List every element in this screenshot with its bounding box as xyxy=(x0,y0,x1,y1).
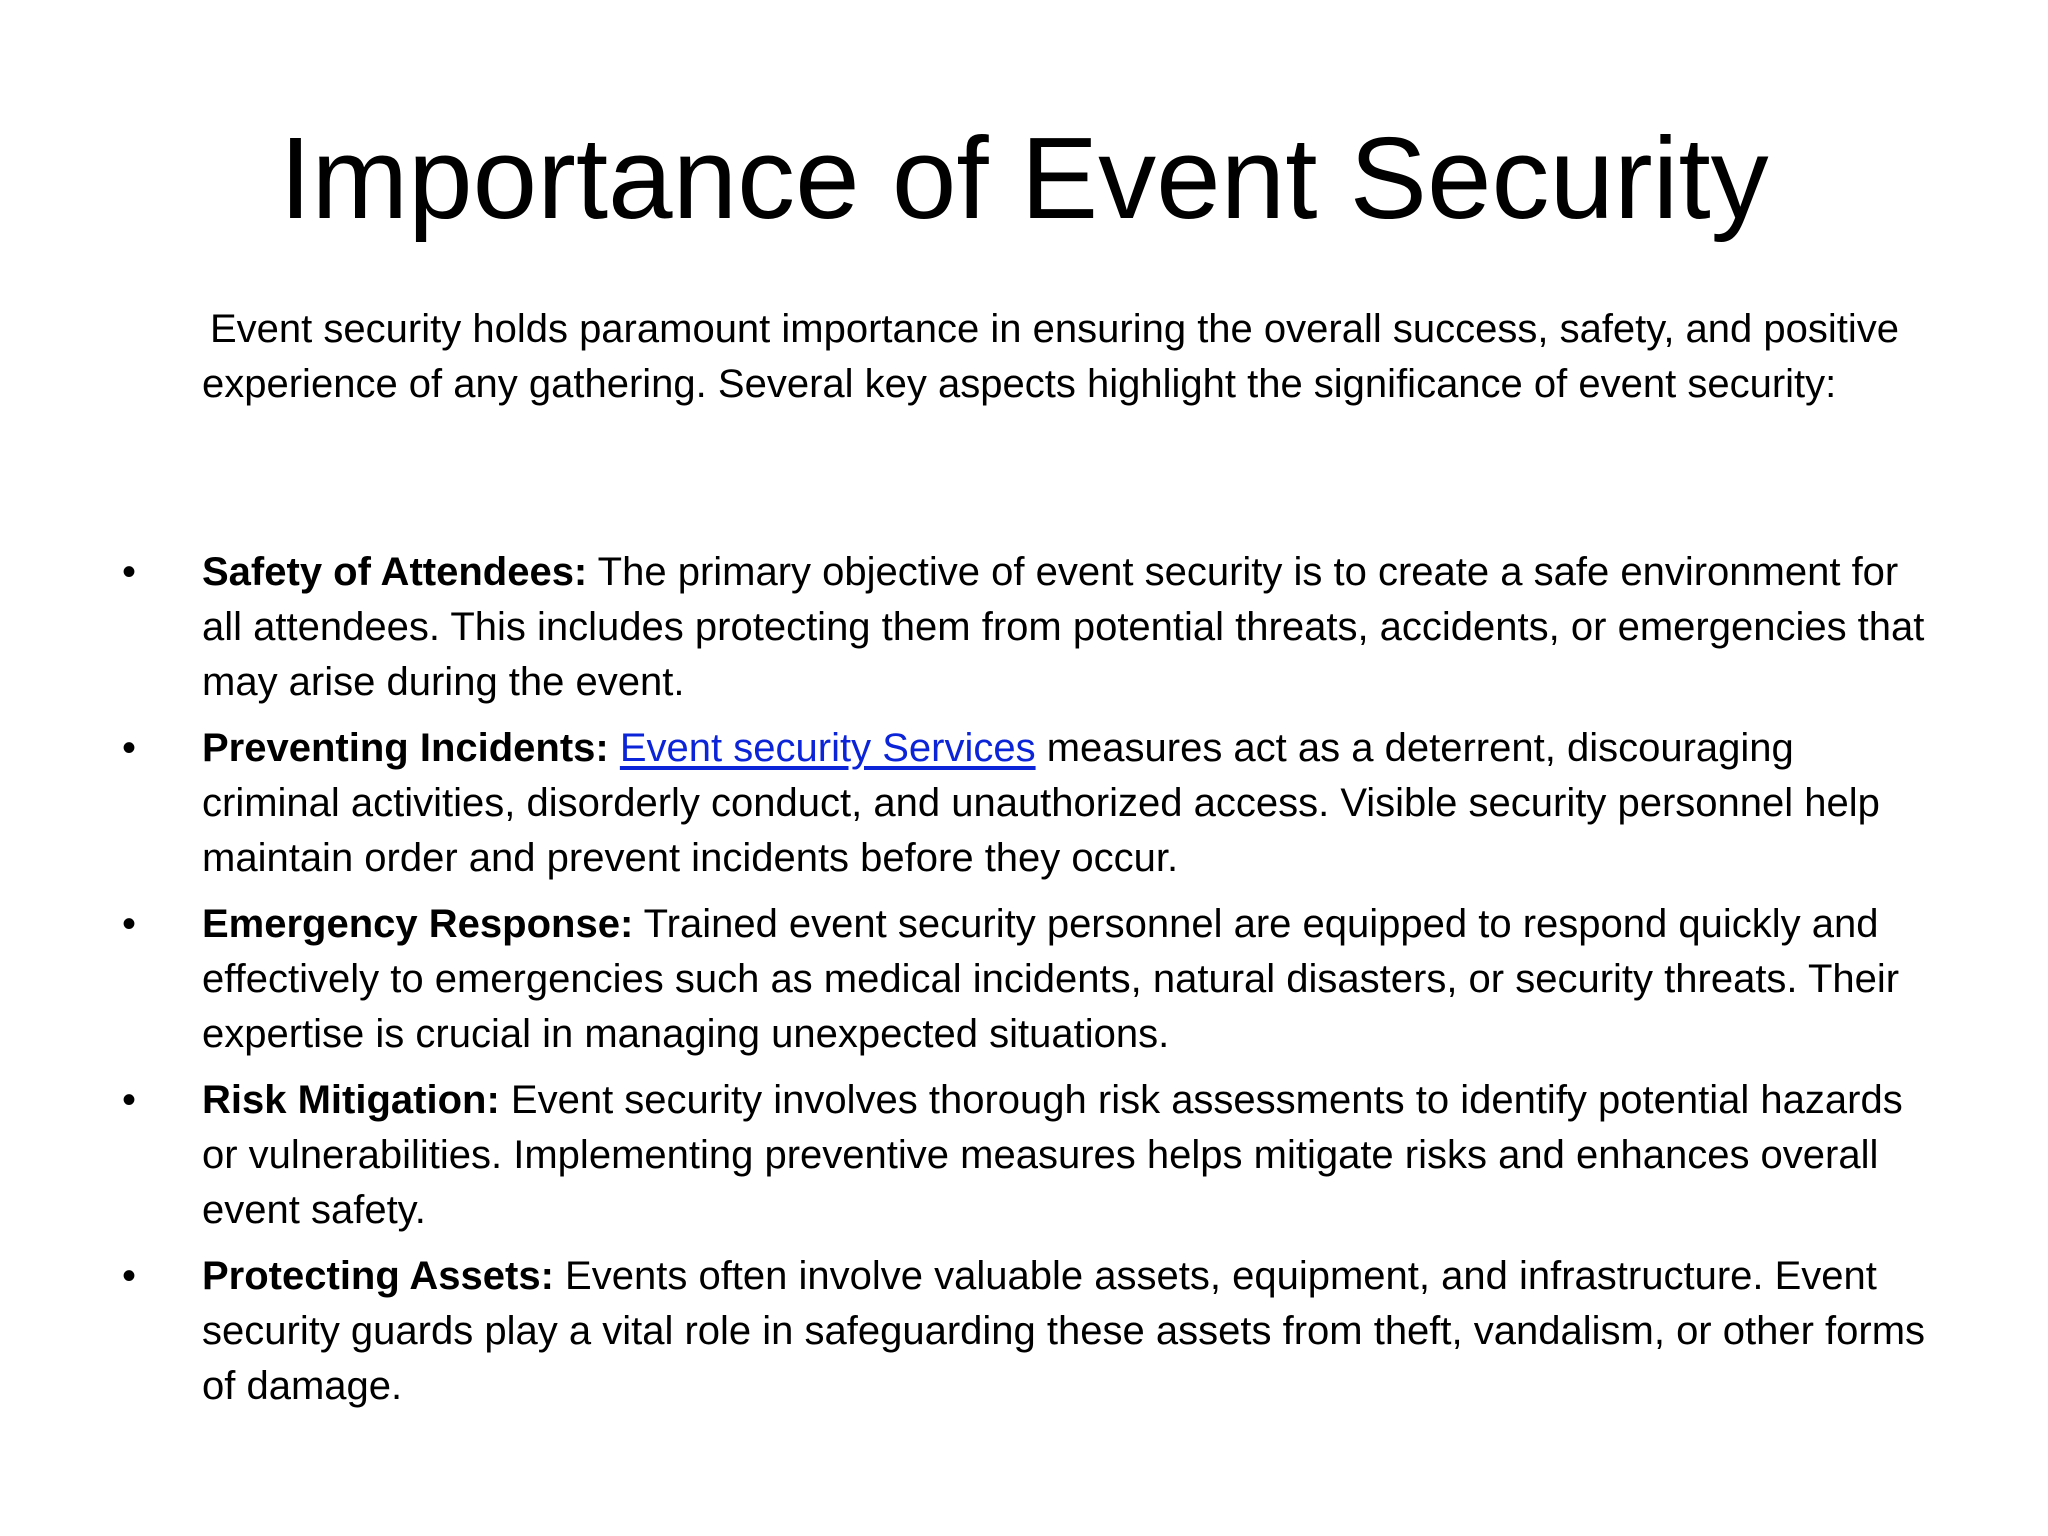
intro-paragraph xyxy=(202,302,1922,412)
bullet-dot-icon: • xyxy=(122,902,137,946)
bullet-dot-icon: • xyxy=(122,550,137,594)
bullet-text: The primary objective of event security is to create a safe environment for all attendees. This includes protecting them from potential threats, accidents, or emergencies that may arise during the event. xyxy=(202,550,1925,704)
bullet-label: Protecting Assets: xyxy=(202,1254,554,1298)
bullet-item-preventing-incidents xyxy=(0,721,2048,886)
bullet-item-protecting-assets xyxy=(0,1249,2048,1414)
bullet-item-risk-mitigation xyxy=(0,1073,2048,1238)
slide-title: Importance of Event Security xyxy=(279,113,1769,243)
intro-text: Event security holds paramount importance in ensuring the overall success, safety, and positive experience of any gathering. Several key aspects highlight the significance of event security: xyxy=(202,307,1900,406)
bullet-label: Emergency Response: xyxy=(202,902,634,946)
bullet-dot-icon: • xyxy=(122,726,137,770)
bullet-dot-icon: • xyxy=(122,1078,137,1122)
bullet-item-safety-of-attendees xyxy=(0,545,2048,710)
bullet-label: Preventing Incidents: xyxy=(202,726,609,770)
bullet-text: Event security involves thorough risk assessments to identify potential hazards or vulnerabilities. Implementing preventive measures helps mitigate risks and enhances overall event safety. xyxy=(202,1078,1903,1232)
bullet-label: Risk Mitigation: xyxy=(202,1078,500,1122)
bullet-list xyxy=(0,545,2048,1425)
event-security-services-link[interactable]: Event security Services xyxy=(619,726,1036,770)
bullet-item-emergency-response xyxy=(0,897,2048,1062)
bullet-label: Safety of Attendees: xyxy=(202,550,588,594)
bullet-text: measures act as a deterrent, discouraging criminal activities, disorderly conduct, and unauthorized access. Visible security personnel help maintain order and prevent incidents before they occur. xyxy=(202,726,1880,880)
bullet-text: Trained event security personnel are equipped to respond quickly and effectively to emergencies such as medical incidents, natural disasters, or security threats. Their expertise is crucial in managing unexpected situations. xyxy=(202,902,1900,1056)
bullet-dot-icon: • xyxy=(122,1254,137,1298)
bullet-text: Events often involve valuable assets, equipment, and infrastructure. Event security guards play a vital role in safeguarding these assets from theft, vandalism, or other forms of damage. xyxy=(202,1254,1926,1408)
